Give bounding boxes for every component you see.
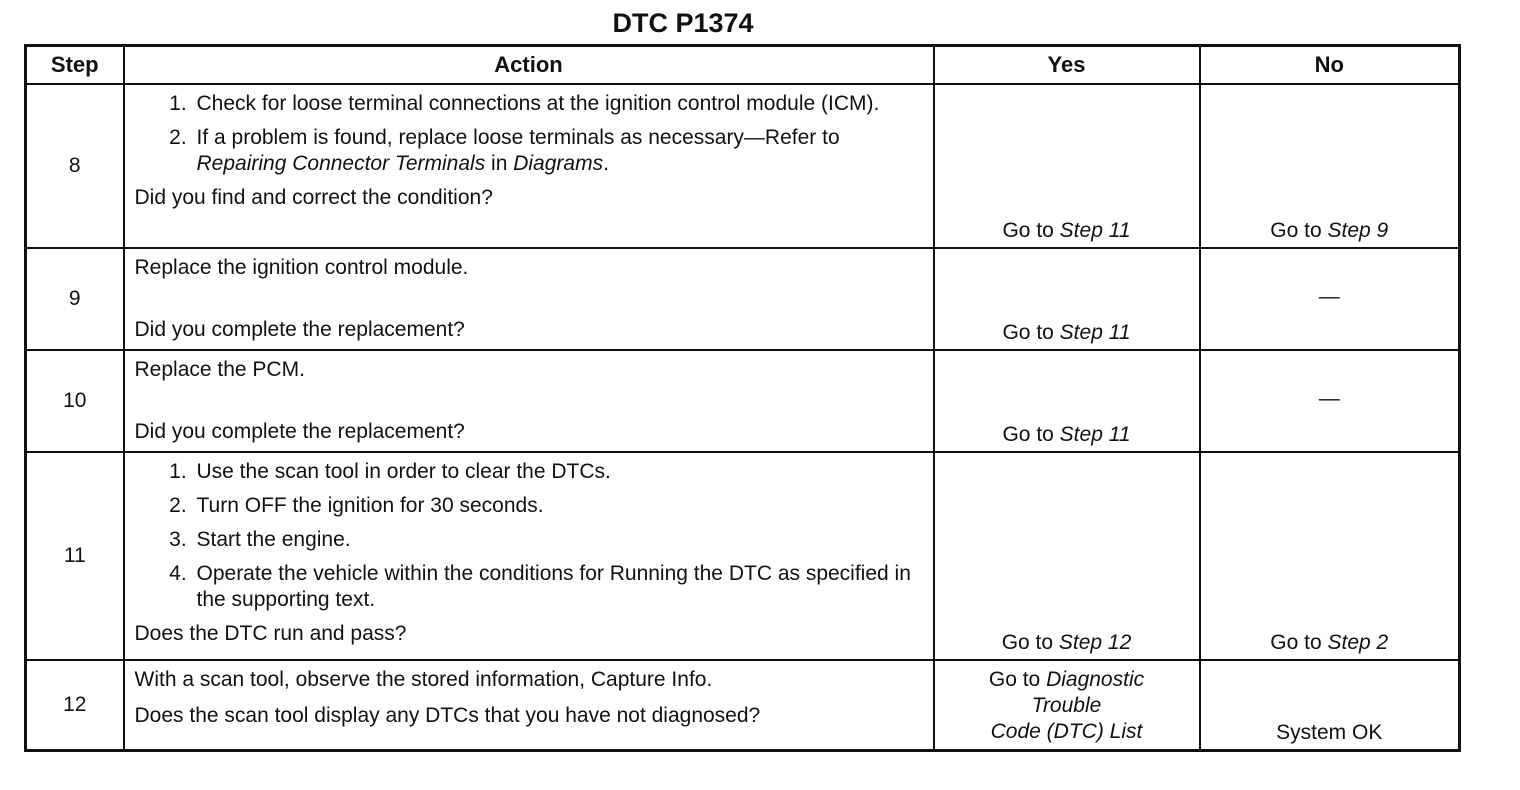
step-number: 8 (26, 84, 124, 248)
step-number: 12 (26, 660, 124, 750)
action-text: With a scan tool, observe the stored information, Capture Info. (134, 668, 713, 691)
list-item: 4. Operate the vehicle within the conditions for Running the DTC as specified in the supporting text. (193, 561, 923, 613)
table-row (26, 660, 1460, 750)
table-row (26, 350, 1460, 452)
no-cell: — (1200, 248, 1460, 350)
header-action: Action (124, 46, 934, 85)
no-cell: Go to Step 9 (1200, 84, 1460, 248)
yes-cell: Go to Step 11 (934, 350, 1200, 452)
action-cell (124, 660, 934, 750)
yes-cell: Go to Step 11 (934, 84, 1200, 248)
question-text: Did you complete the replacement? (134, 420, 465, 443)
action-list (135, 459, 923, 613)
list-item: 2. If a problem is found, replace loose terminals as necessary—Refer to Repairing Connector Terminals in Diagrams. (193, 125, 923, 177)
table-row (26, 452, 1460, 660)
yes-cell: Go to Step 11 (934, 248, 1200, 350)
no-cell: Go to Step 2 (1200, 452, 1460, 660)
action-cell (124, 350, 934, 452)
yes-cell: Go to Diagnostic Trouble Code (DTC) List (934, 660, 1200, 750)
action-text: Replace the ignition control module. (134, 256, 469, 279)
header-step: Step (26, 46, 124, 85)
list-item: 2. Turn OFF the ignition for 30 seconds. (193, 493, 923, 519)
header-row (26, 46, 1460, 85)
action-cell (124, 248, 934, 350)
yes-cell: Go to Step 12 (934, 452, 1200, 660)
question-text: Did you complete the replacement? (134, 318, 465, 341)
table-row (26, 248, 1460, 350)
step-number: 11 (26, 452, 124, 660)
page-title: DTC P1374 (612, 8, 754, 38)
action-text: Replace the PCM. (134, 358, 305, 381)
dtc-table (24, 44, 1461, 752)
dtc-table-wrapper (24, 44, 1461, 752)
header-yes: Yes (934, 46, 1200, 85)
no-cell: System OK (1200, 660, 1460, 750)
list-item: 1. Use the scan tool in order to clear the DTCs. (193, 459, 923, 485)
list-item: 3. Start the engine. (193, 527, 923, 553)
step-number: 9 (26, 248, 124, 350)
question-text: Did you find and correct the condition? (134, 186, 493, 209)
table-row (26, 84, 1460, 248)
header-no: No (1200, 46, 1460, 85)
list-item: 1. Check for loose terminal connections at the ignition control module (ICM). (193, 91, 923, 117)
question-text: Does the scan tool display any DTCs that you have not diagnosed? (134, 704, 761, 727)
no-cell: — (1200, 350, 1460, 452)
question-text: Does the DTC run and pass? (134, 622, 407, 645)
step-number: 10 (26, 350, 124, 452)
action-cell (124, 84, 934, 248)
action-list (135, 91, 923, 177)
action-cell (124, 452, 934, 660)
